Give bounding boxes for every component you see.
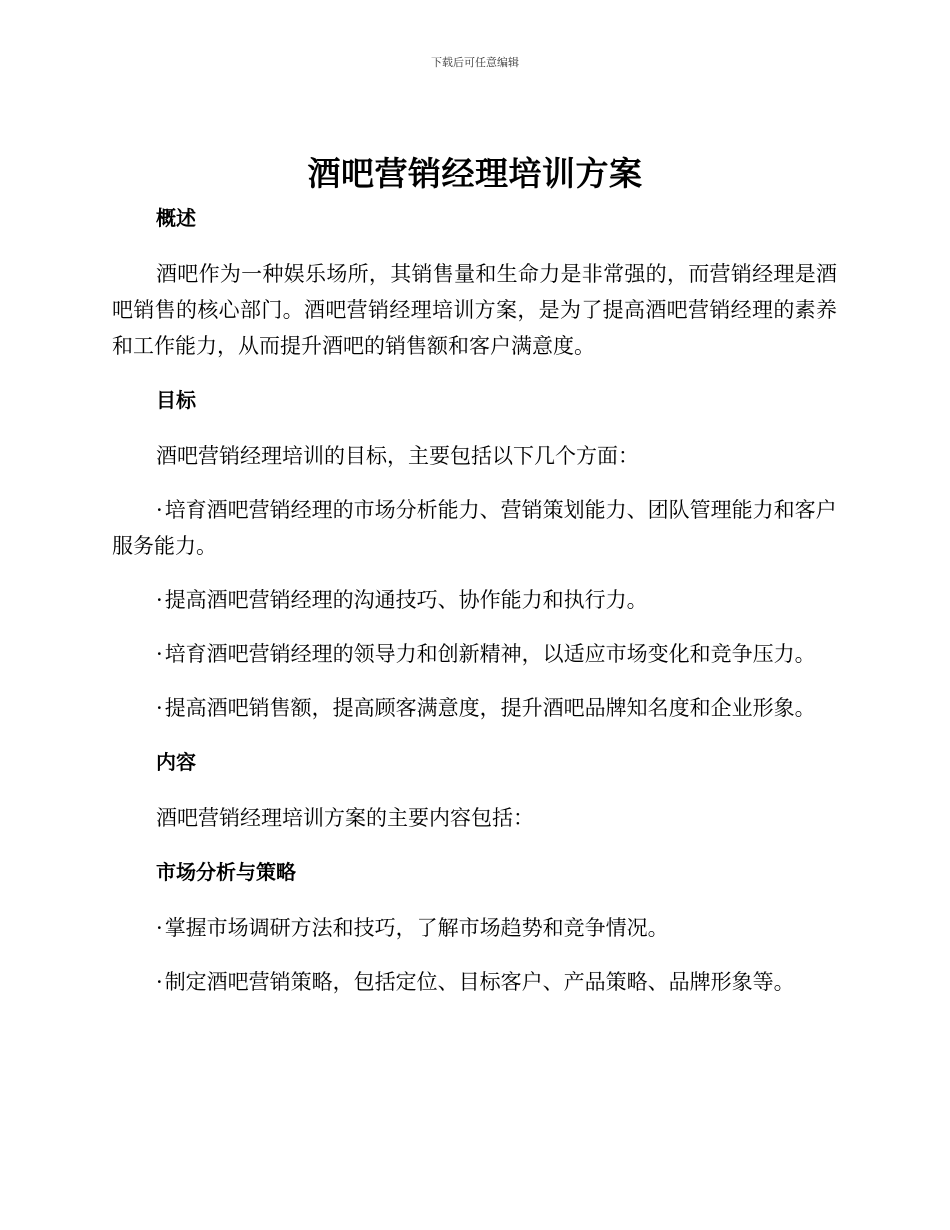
- content-intro: 酒吧营销经理培训方案的主要内容包括：: [156, 806, 534, 830]
- goal-item: [112, 492, 837, 564]
- market-analysis-item-text: 掌握市场调研方法和技巧，了解市场趋势和竞争情况。: [164, 916, 669, 940]
- market-analysis-item: [112, 964, 837, 1000]
- bullet-marker: ·: [156, 588, 163, 612]
- overview-paragraph: 酒吧作为一种娱乐场所，其销售量和生命力是非常强的，而营销经理是酒吧销售的核心部门。酒吧营销经理培训方案，是为了提高酒吧营销经理的素养和工作能力，从而提升酒吧的销售额和客户满意度。: [112, 262, 837, 358]
- section-heading-overview: 概述: [156, 206, 196, 230]
- goal-item-text: 培育酒吧营销经理的领导力和创新精神，以适应市场变化和竞争压力。: [164, 642, 816, 666]
- goal-item: [112, 636, 837, 672]
- bullet-marker: ·: [156, 696, 163, 720]
- market-analysis-item: [112, 910, 837, 946]
- section-heading-goals: 目标: [156, 388, 196, 412]
- goal-item: [112, 690, 837, 726]
- page-header-note: 下载后可任意编辑: [431, 56, 519, 69]
- goal-item: [112, 582, 837, 618]
- document-body: [112, 200, 837, 1018]
- bullet-marker: ·: [156, 642, 163, 666]
- document-title: 酒吧营销经理培训方案: [307, 154, 643, 193]
- bullet-marker: ·: [156, 970, 163, 994]
- subsection-heading-market-analysis: 市场分析与策略: [156, 860, 296, 884]
- goals-intro: 酒吧营销经理培训的目标，主要包括以下几个方面：: [156, 444, 639, 468]
- bullet-marker: ·: [156, 916, 163, 940]
- goal-item-text: 提高酒吧营销经理的沟通技巧、协作能力和执行力。: [164, 588, 648, 612]
- market-analysis-item-text: 制定酒吧营销策略，包括定位、目标客户、产品策略、品牌形象等。: [164, 970, 795, 994]
- bullet-marker: ·: [156, 498, 163, 522]
- goal-item-text: 提高酒吧销售额，提高顾客满意度，提升酒吧品牌知名度和企业形象。: [164, 696, 816, 720]
- goal-item-text: 培育酒吧营销经理的市场分析能力、营销策划能力、团队管理能力和客户服务能力。: [112, 498, 837, 558]
- section-heading-content: 内容: [156, 750, 196, 774]
